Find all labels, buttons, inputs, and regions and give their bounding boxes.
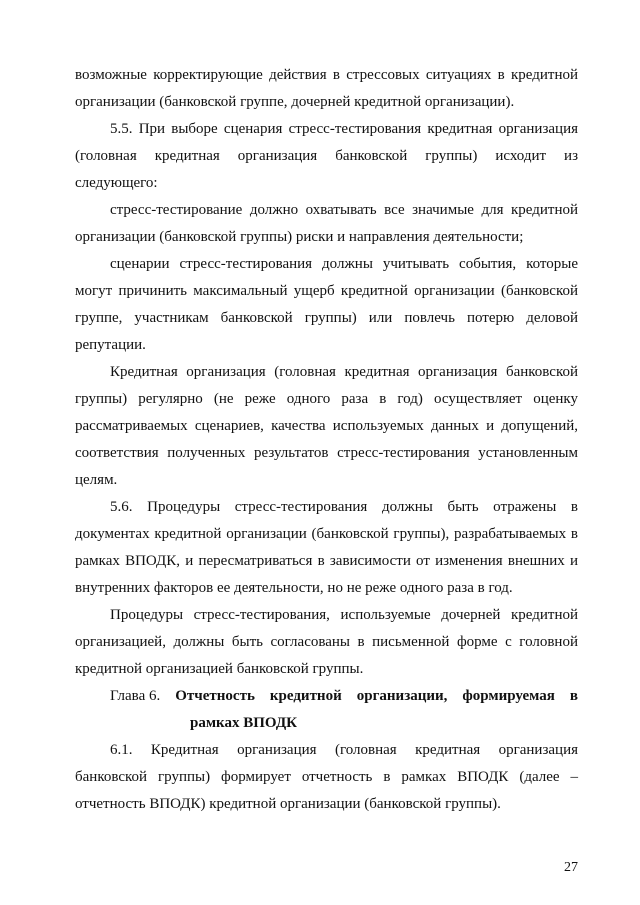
paragraph-scenarios-item: сценарии стресс-тестирования должны учитывать события, которые могут причинить максимальный ущерб кредитной организации (банковской группе, участникам банковской группы) или повлечь потерю деловой репутации. <box>75 256 578 353</box>
document-page <box>75 62 578 818</box>
paragraph-scope-item: стресс-тестирование должно охватывать все значимые для кредитной организации (банковской группы) риски и направления деятельности; <box>75 202 578 245</box>
chapter-title-word: формируемая <box>462 688 555 704</box>
paragraph-5-6: 5.6. Процедуры стресс-тестирования должны быть отражены в документах кредитной организации (банковской группы), разрабатываемых в рамках ВПОДК, и пересматриваться в зависимости от изменения внешних и внутренних факторов ее деятельности, но не реже одного раза в год. <box>75 499 578 596</box>
chapter-title-word: в <box>569 688 578 704</box>
page-number: 27 <box>564 860 578 875</box>
paragraph-continuation: возможные корректирующие действия в стрессовых ситуациях в кредитной организации (банковской группе, дочерней кредитной организации). <box>75 67 578 110</box>
paragraph-regular-assessment: Кредитная организация (головная кредитная организация банковской группы) регулярно (не реже одного раза в год) осуществляет оценку рассматриваемых сценариев, качества используемых данных и допущений, соответствия полученных результатов стресс-тестирования установленным целям. <box>75 364 578 488</box>
chapter-title-word: Отчетность <box>175 688 255 704</box>
chapter-number: Глава 6. <box>110 688 161 704</box>
paragraph-subsidiary-procedures: Процедуры стресс-тестирования, используемые дочерней кредитной организацией, должны быть согласованы в письменной форме с головной кредитной организацией банковской группы. <box>75 607 578 677</box>
chapter-heading <box>75 683 578 737</box>
chapter-title-word: кредитной <box>269 688 342 704</box>
chapter-heading-line-1 <box>110 683 578 710</box>
chapter-title-word: организации, <box>356 688 448 704</box>
paragraph-5-5: 5.5. При выборе сценария стресс-тестирования кредитная организация (головная кредитная организация банковской группы) исходит из следующего: <box>75 121 578 191</box>
chapter-heading-line-2: рамках ВПОДК <box>190 715 298 731</box>
paragraph-6-1: 6.1. Кредитная организация (головная кредитная организация банковской группы) формирует отчетность в рамках ВПОДК (далее – отчетность ВПОДК) кредитной организации (банковской группы). <box>75 742 578 812</box>
